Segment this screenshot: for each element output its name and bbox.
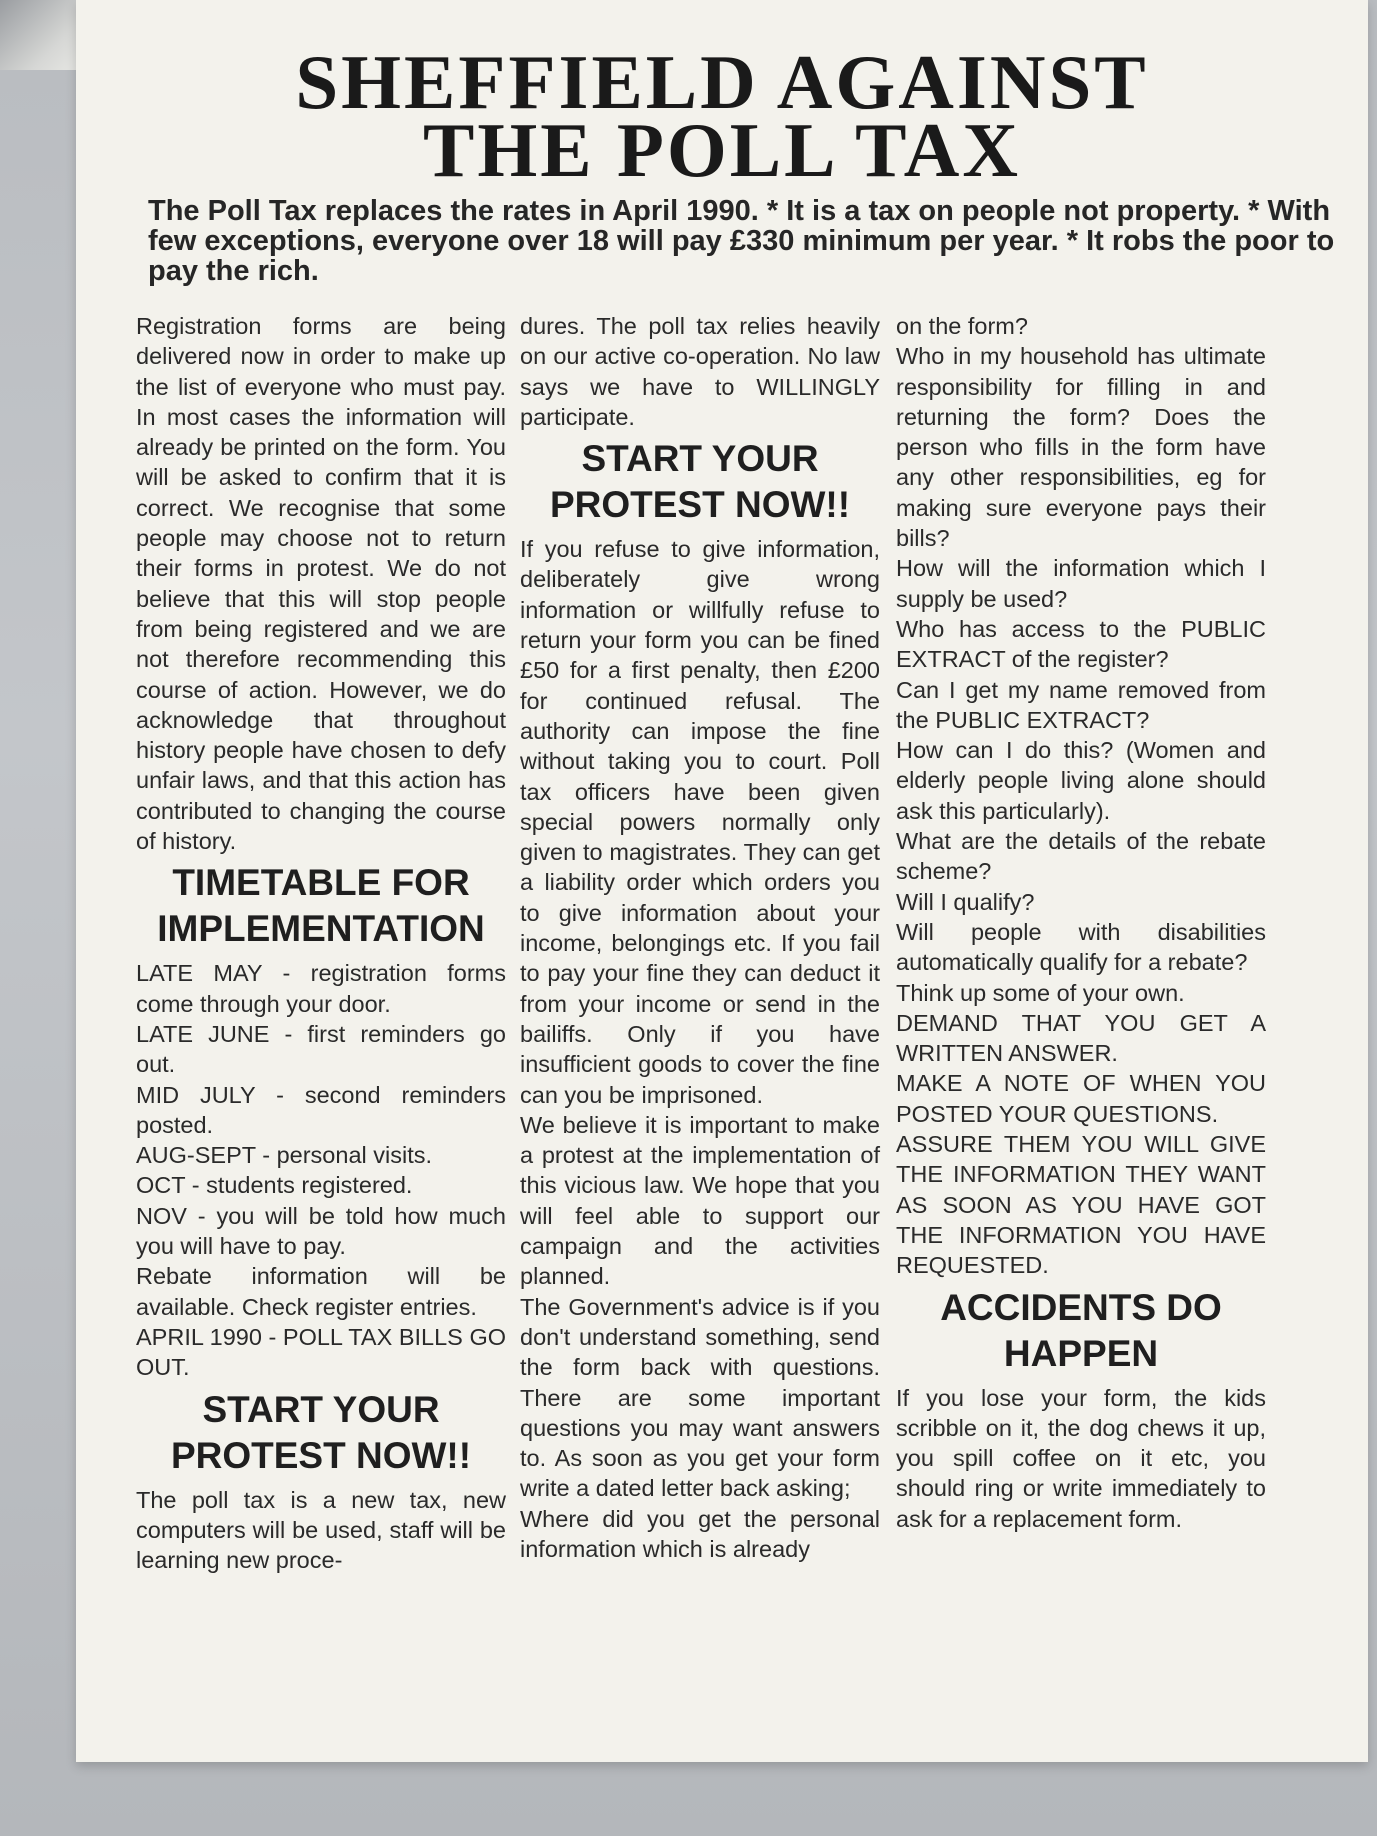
accidents-heading-line-2: HAPPEN [1003,1332,1159,1374]
question-item: Can I get my name removed from the PUBLIC EXTRACT? [896,676,1266,733]
intro-statement: The Poll Tax replaces the rates in April 1990. * It is a tax on people not property. * With few exceptions, everyone over 18 will pay £330 minimum per year. * It robs the poor to pay the rich. [148,195,1335,287]
title-line-2: THE POLL TAX [423,107,1021,193]
timetable-heading-line-1: TIMETABLE FOR [172,862,470,904]
government-advice-paragraph: The Government's advice is if you don't understand something, send the form back with questions. There are some important questions you may want answers to. As soon as you get your form write a dated letter back asking; [520,1293,880,1502]
cooperation-paragraph: dures. The poll tax relies heavily on our active co-operation. No law says we have to WILLINGLY participate. [520,313,880,430]
registration-paragraph: Registration forms are being delivered now in order to make up the list of everyone who must pay. In most cases the information will already be printed on the form. You will be asked to confirm that it is correct. We recognise that some people may choose not to return their forms in protest. We do not believe that this will stop people from being registered and we are not therefore recommending this course of action. However, we do acknowledge that throughout history people have chosen to defy unfair laws, and that this action has contributed to changing the course of history. [136,313,506,855]
timetable-item: NOV - you will be told how much you will have to pay. [136,1202,506,1260]
accidents-heading-line-1: ACCIDENTS DO [940,1286,1222,1328]
question-item: Will I qualify? [896,888,1035,915]
leaflet-page [76,0,1368,1762]
timetable-item: Rebate information will be available. Check register entries. [136,1263,506,1320]
protest-heading [520,436,880,528]
replacement-form-paragraph: If you lose your form, the kids scribble on it, the dog chews it up, you spill coffee on it etc, you should ring or write immediately to ask for a replacement form. [896,1384,1266,1532]
accidents-heading [896,1285,1266,1377]
leaflet-title [76,39,1368,193]
timetable-item: AUG-SEPT - personal visits. [136,1142,433,1169]
timetable-heading [136,860,506,952]
question-item: How can I do this? (Women and elderly people living alone should ask this particularly). [896,737,1266,824]
timetable-item: LATE MAY - registration forms come through your door. [136,960,506,1017]
timetable-heading-line-2: IMPLEMENTATION [157,908,485,950]
timetable-item: OCT - students registered. [136,1172,413,1199]
penalties-paragraph: If you refuse to give information, deliberately give wrong information or willfully refuse to return your form you can be fined £50 for a first penalty, then £200 for continued refusal. The authority can impose the fine without taking you to court. Poll tax officers have been given special powers normally only given to magistrates. They can get a liability order which orders you to give information about your income, belongings etc. If you fail to pay your fine they can deduct it from your income or send in the bailiffs. Only if you have insufficient goods to cover the fine can you be imprisoned. [520,536,880,1108]
question-item: Where did you get the personal information which is already [520,1505,880,1562]
instruction-item: ASSURE THEM YOU WILL GIVE THE INFORMATION THEY WANT AS SOON AS YOU HAVE GOT THE INFORMATION YOU HAVE REQUESTED. [896,1131,1266,1279]
campaign-paragraph: We believe it is important to make a protest at the implementation of this vicious law. We hope that you will feel able to support our campaign and the activities planned. [520,1111,880,1290]
column-1 [136,311,506,1575]
question-item: Who has access to the PUBLIC EXTRACT of the register? [896,615,1266,673]
protest-heading-line-2: PROTEST NOW!! [170,1434,472,1476]
instruction-item: DEMAND THAT YOU GET A WRITTEN ANSWER. [896,1009,1266,1067]
instruction-item: MAKE A NOTE OF WHEN YOU POSTED YOUR QUESTIONS. [896,1070,1266,1127]
timetable-item: MID JULY - second reminders posted. [136,1081,506,1138]
question-item: on the form? [896,313,1028,339]
column-2 [520,311,880,1564]
question-item: Who in my household has ultimate responsibility for filling in and returning the form? Does the person who fills in the form have any other responsibilities, eg for making sure everyone pays their bills? [896,343,1266,552]
protest-heading [136,1387,506,1479]
question-item: What are the details of the rebate scheme? [896,828,1266,885]
timetable-item: APRIL 1990 - POLL TAX BILLS GO OUT. [136,1323,506,1381]
protest-heading-line-2: PROTEST NOW!! [549,484,851,526]
column-3 [896,311,1266,1534]
question-item: How will the information which I supply be used? [896,555,1266,612]
protest-heading-line-1: START YOUR [202,1388,440,1430]
timetable-item: LATE JUNE - first reminders go out. [136,1020,506,1078]
title-line-1: SHEFFIELD AGAINST [295,39,1149,125]
question-item: Will people with disabilities automatically qualify for a rebate? [896,918,1266,976]
instruction-item: Think up some of your own. [896,979,1185,1006]
new-tax-paragraph: The poll tax is a new tax, new computers will be used, staff will be learning new proce- [136,1486,506,1574]
protest-heading-line-1: START YOUR [581,438,819,480]
